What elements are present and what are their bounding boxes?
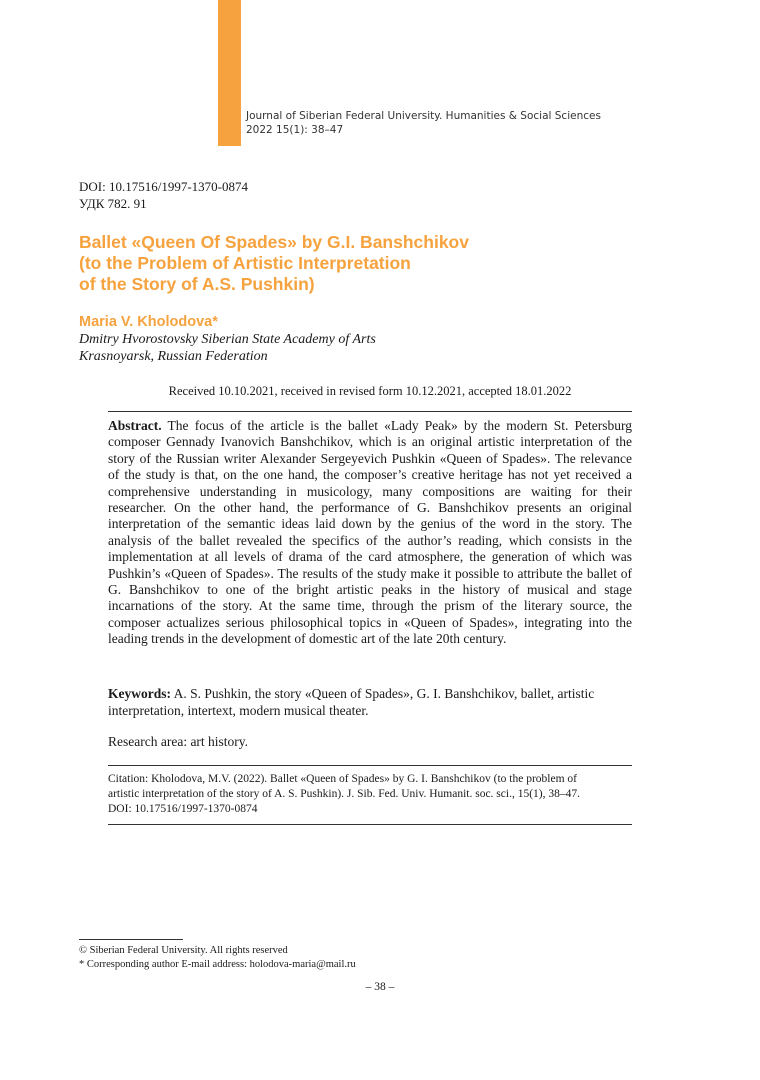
affiliation-institution: Dmitry Hvorostovsky Siberian State Academy of Arts [79,332,376,347]
journal-issue: 2022 15(1): 38–47 [246,123,344,136]
doi[interactable]: DOI: 10.17516/1997-1370-0874 [79,179,248,194]
citation-line-2: artistic interpretation of the story of A. S. Pushkin). J. Sib. Fed. Univ. Humanit. soc. sci., 15(1), 38–47. [108,788,580,800]
journal-header [246,110,601,137]
received-dates: Received 10.10.2021, received in revised form 10.12.2021, accepted 18.01.2022 [168,384,572,398]
title-line-2: (to the Problem of Artistic Interpretation [79,253,411,273]
keywords-text: A. S. Pushkin, the story «Queen of Spades», G. I. Banshchikov, ballet, artistic interpretation, intertext, modern musical theater. [108,686,595,718]
udk: УДК 782. 91 [79,196,147,211]
article-title [79,232,469,295]
citation-doi[interactable]: DOI: 10.17516/1997-1370-0874 [108,803,258,815]
journal-name: Journal of Siberian Federal University. Humanities & Social Sciences [246,110,601,122]
citation-bottom-rule [108,824,632,825]
citation [108,772,632,817]
keywords-label: Keywords: [108,686,171,701]
footnote-rule [79,939,183,940]
abstract-text: The focus of the article is the ballet «Lady Peak» by the modern St. Petersburg composer Gennady Ivanovich Banshchikov, which is an original artistic interpretation of the story of the Russian writer Alexander Sergeyevich Pushkin «Queen of Spades». The relevance of the study is that, on the one hand, the composer’s creative heritage has not yet received a comprehensive understanding in musicology, many compositions are waiting for their researcher. On the other hand, the performance of G. Banshchikov presents an original interpretation of the semantic ideas laid down by the genius of the word in the story. The analysis of the ballet revealed the specifics of the author’s reading, which consists in the implementation at all levels of drama of the card atmosphere, the generation of which was Pushkin’s «Queen of Spades». The results of the study make it possible to attribute the ballet of G. Banshchikov to one of the bright artistic peaks in the history of musical and stage incarnations of the story. At the same time, through the prism of the literary source, the composer actualizes serious philosophical topics in «Queen of Spades», integrating into the leading trends in the development of domestic art of the late 20th century. [108,418,632,647]
title-line-1: Ballet «Queen Of Spades» by G.I. Banshchikov [79,232,469,252]
copyright-note: © Siberian Federal University. All rights reserved [79,945,288,956]
journal-accent-bar [218,0,241,146]
footnotes [79,944,356,972]
affiliation-location: Krasnoyarsk, Russian Federation [79,349,268,364]
title-line-3: of the Story of A.S. Pushkin) [79,274,315,294]
abstract-label: Abstract. [108,418,162,433]
research-area: Research area: art history. [108,734,249,749]
corresponding-author-note: * Corresponding author E-mail address: holodova-maria@mail.ru [79,959,356,970]
abstract [108,418,632,648]
abstract-top-rule [108,411,632,412]
affiliation [79,331,376,365]
identifiers [79,178,248,212]
keywords [108,685,632,719]
author-name: Maria V. Kholodova* [79,314,218,330]
page-number: – 38 – [365,981,395,993]
citation-top-rule [108,765,632,766]
citation-line-1: Citation: Kholodova, M.V. (2022). Ballet «Queen of Spades» by G. I. Banshchikov (to the problem of [108,773,577,785]
